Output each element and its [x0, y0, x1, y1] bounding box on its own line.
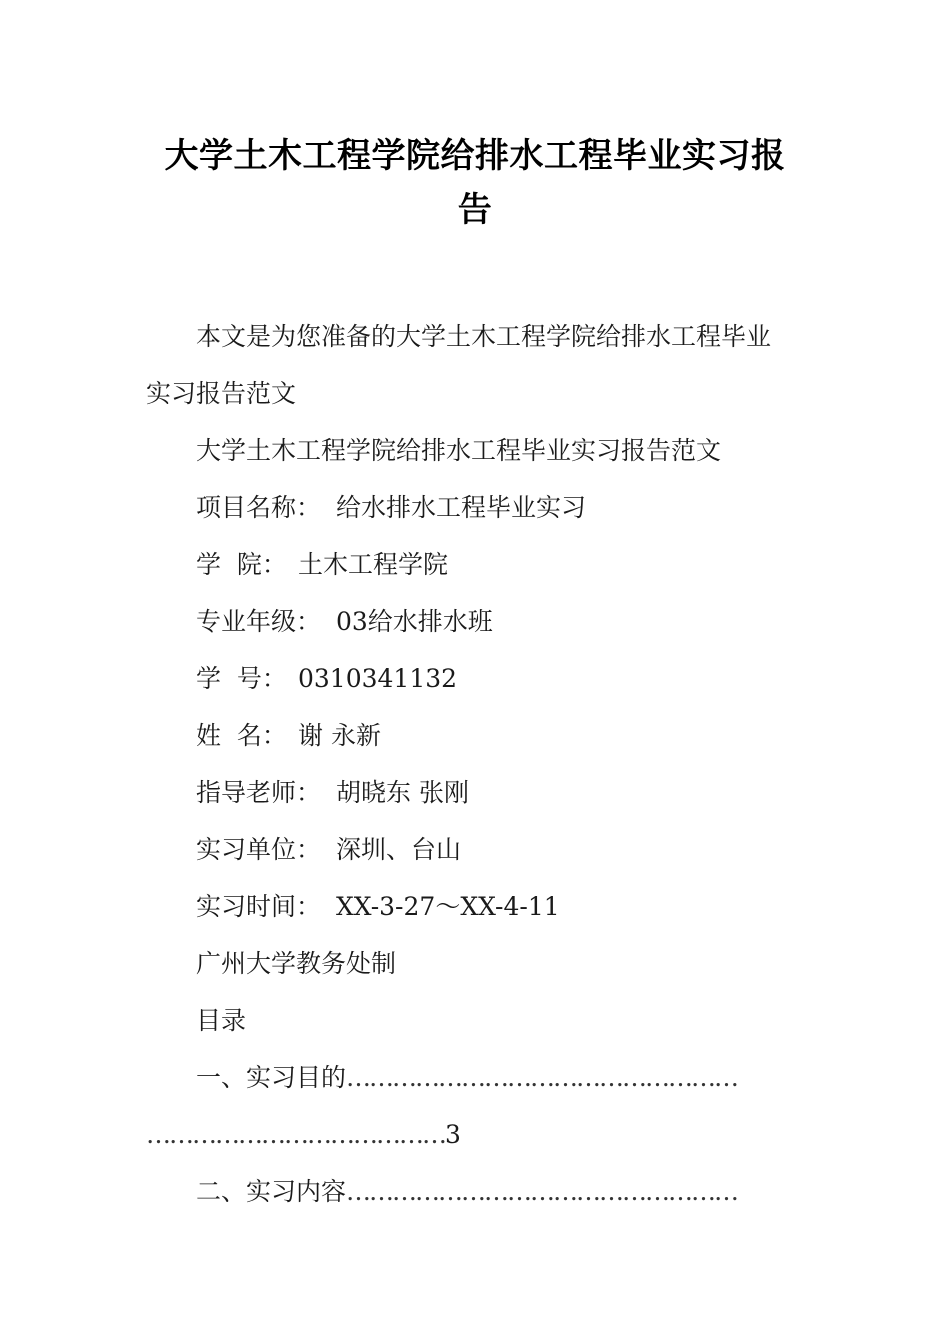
field-internship-unit: [196, 834, 461, 866]
field-label: 学 院：: [196, 550, 287, 579]
toc-item-page-number: 3: [445, 1120, 461, 1149]
toc-item-title: 二、实习内容: [196, 1177, 347, 1206]
toc-item-title: 一、实习目的: [196, 1063, 347, 1092]
field-value: 深圳、台山: [336, 835, 462, 864]
field-value: 0310341132: [298, 664, 458, 693]
field-value: 土木工程学院: [298, 550, 449, 579]
field-college: [196, 549, 448, 581]
field-internship-time: [196, 891, 560, 923]
field-major-grade: [196, 606, 493, 638]
toc-item-leader-dots: ……………………………………………: [346, 1177, 738, 1206]
field-project-name: [196, 492, 586, 524]
issuer-line: 广州大学教务处制: [196, 949, 397, 978]
field-label: 项目名称：: [196, 493, 322, 522]
field-label: 实习时间：: [196, 892, 322, 921]
toc-item-1: [196, 1062, 737, 1094]
toc-heading: 目录: [196, 1006, 247, 1035]
field-value: 给水排水工程毕业实习: [336, 493, 587, 522]
field-label: 学 号：: [196, 664, 287, 693]
field-label: 指导老师：: [196, 778, 322, 807]
toc-item-leader-dots: …………………………………: [146, 1120, 445, 1149]
field-label: 姓 名：: [196, 721, 287, 750]
field-student-id: [196, 663, 457, 695]
toc-item-2: [196, 1176, 737, 1208]
field-label: 专业年级：: [196, 607, 322, 636]
field-value: 胡晓东 张刚: [336, 778, 469, 807]
field-value: XX-3-27～XX-4-11: [336, 892, 560, 921]
field-name: [196, 720, 381, 752]
intro-line-1: 本文是为您准备的大学土木工程学院给排水工程毕业: [196, 322, 772, 351]
document-title-line-1: 大学土木工程学院给排水工程毕业实习报: [164, 136, 786, 176]
report-subtitle: 大学土木工程学院给排水工程毕业实习报告范文: [196, 436, 722, 465]
field-label: 实习单位：: [196, 835, 322, 864]
field-value: 谢 永新: [298, 721, 381, 750]
toc-item-1-continued: [146, 1119, 461, 1151]
toc-item-leader-dots: ……………………………………………: [346, 1063, 738, 1092]
field-supervisor: [196, 777, 469, 809]
intro-line-2: 实习报告范文: [146, 379, 297, 408]
document-title-line-2: 告: [457, 190, 493, 230]
field-value: 03给水排水班: [336, 607, 493, 636]
